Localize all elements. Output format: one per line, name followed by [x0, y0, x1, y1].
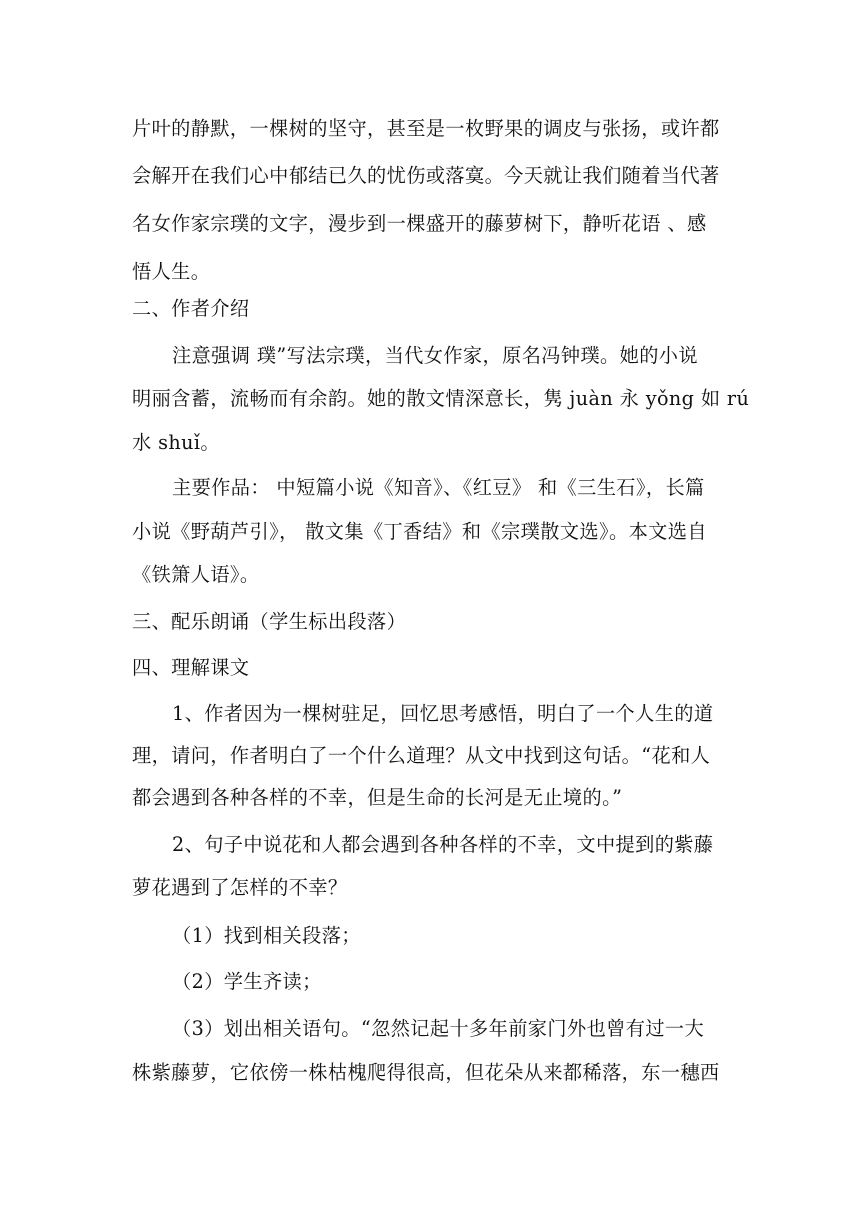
section-heading: 二、作者介绍	[132, 297, 250, 320]
list-item: （2）学生齐读；	[172, 970, 322, 993]
text-line: 理，请问，作者明白了一个什么道理？从文中找到这句话。“花和人	[132, 744, 711, 767]
text-line: 《铁箫人语》。	[132, 563, 260, 586]
text-line: 悟人生。	[132, 260, 211, 283]
list-item: （3）划出相关语句。“忽然记起十多年前家门外也曾有过一大	[172, 1017, 705, 1040]
text-line: 水 shuǐ。	[132, 431, 220, 454]
text-line: 片叶的静默，一棵树的坚守，甚至是一枚野果的调皮与张扬，或许都	[132, 117, 720, 140]
text-line: 株紫藤萝，它依傍一株枯槐爬得很高，但花朵从来都稀落，东一穗西	[132, 1061, 720, 1084]
text-line: 小说《野葫芦引》， 散文集《丁香结》和《宗璞散文选》。本文选自	[132, 520, 707, 543]
text-line: 会解开在我们心中郁结已久的忧伤或落寞。今天就让我们随着当代著	[132, 164, 720, 187]
text-line: 都会遇到各种各样的不幸，但是生命的长河是无止境的。”	[132, 786, 623, 809]
section-heading: 四、理解课文	[132, 656, 250, 679]
list-item: （1）找到相关段落；	[172, 924, 361, 947]
text-line: 注意强调 璞”写法宗璞，当代女作家，原名冯钟璞。她的小说	[172, 344, 698, 367]
text-line: 萝花遇到了怎样的不幸？	[132, 876, 348, 899]
text-line: 1、作者因为一棵树驻足，回忆思考感悟，明白了一个人生的道	[172, 702, 714, 725]
text-line: 主要作品： 中短篇小说《知音》、《红豆》 和《三生石》，长篇	[172, 476, 705, 499]
text-line: 2、句子中说花和人都会遇到各种各样的不幸，文中提到的紫藤	[172, 833, 714, 856]
section-heading: 三、配乐朗诵（学生标出段落）	[132, 610, 407, 633]
text-line: 名女作家宗璞的文字，漫步到一棵盛开的藤萝树下，静听花语 、感	[132, 212, 707, 235]
text-line: 明丽含蓄，流畅而有余韵。她的散文情深意长，隽 juàn 永 yǒng 如 rú	[132, 387, 750, 410]
